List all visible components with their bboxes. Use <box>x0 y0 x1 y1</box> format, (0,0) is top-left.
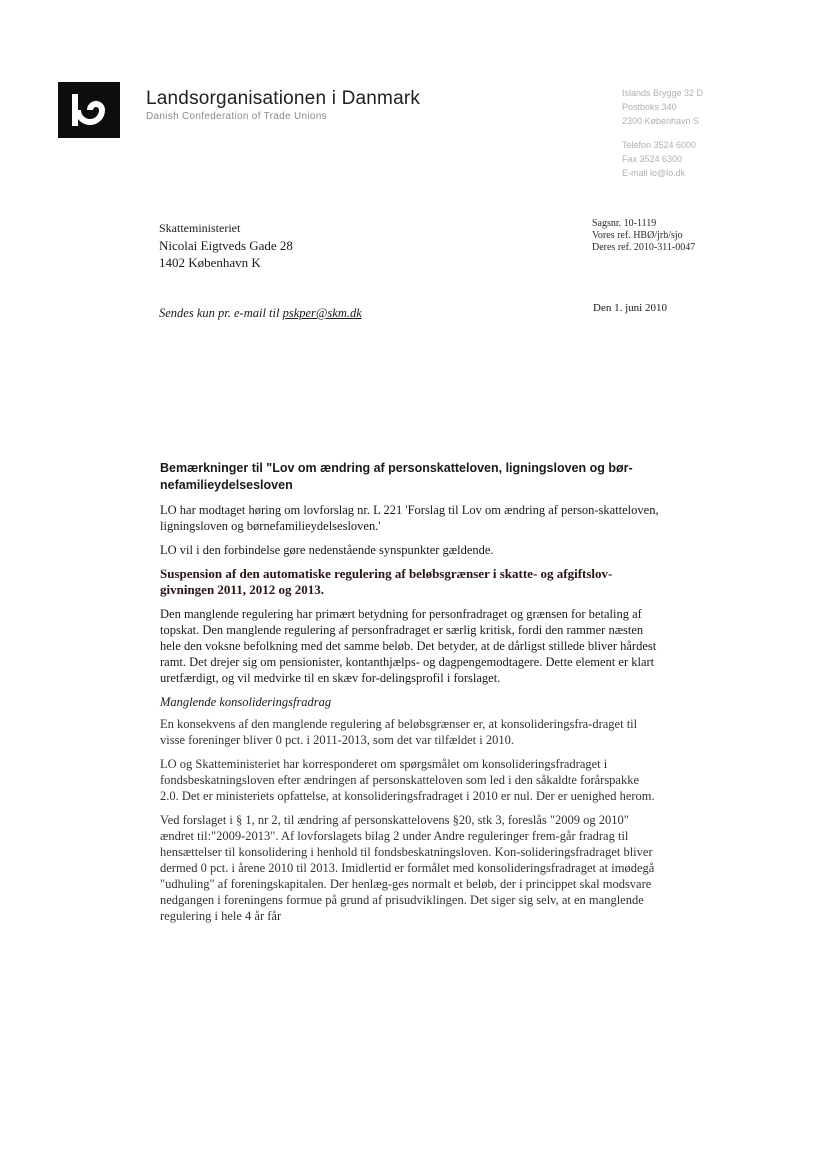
send-note-text: Sendes kun pr. e-mail til <box>159 306 283 320</box>
organization-name: Landsorganisationen i Danmark <box>146 88 421 109</box>
phone-line: Telefon 3524 6000 <box>622 140 697 150</box>
address-line: Postboks 340 <box>622 102 677 112</box>
paragraph: En konsekvens af den manglende regulering af beløbsgrænser er, at konsolideringsfra-draget til visse foreninger bliver 0 pct. i 2011-2013, som det var tilfældet i 2010. <box>160 717 638 747</box>
sub-section-title: Manglende konsolideringsfradrag <box>160 695 332 709</box>
paragraph: Den manglende regulering har primært betydning for personfradraget og grænsen for betaling af topskat. Den manglende regulering af personfradraget er særlig kritisk, fordi den rammer næsten hele den voksne befolkning med det samme beløb. Det betyder, at de dårligst stillede bliver hårdest ramt. Det drejer sig om pensionister, kontanthjælps- og dagpengemodtagere. Dette element er klart uretfærdigt, og vil medvirke til en skæv for-delingsprofil i forslaget. <box>160 607 657 685</box>
paragraph: Ved forslaget i § 1, nr 2, til ændring af personskattelovens §20, stk 3, foreslås "2009 og 2010" ændret til:"2009-2013". Af lovforslagets bilag 2 under Andre reguleringer frem-går fradrag til hensættelser til konsolidering i henhold til fondsbeskatningsloven. Kon-solideringsfradraget bliver dermed 0 pct. i årene 2010 til 2013. Imidlertid er formålet med konsolideringsfradraget at imødegå "udhuling" af foreningskapitalen. Der henlæg-ges normalt et beløb, der i princippet skal modsvare nedgangen i foreningens formue på grund af prisudviklingen. Det siger sig selv, at en manglende regulering i hele 4 år får <box>160 813 655 923</box>
recipient-line: Nicolai Eigtveds Gade 28 <box>159 238 293 253</box>
contact-block <box>622 86 772 180</box>
reference-block <box>592 218 695 254</box>
letter-date: Den 1. juni 2010 <box>593 302 667 314</box>
email-line: E-mail lo@lo.dk <box>622 168 686 178</box>
send-note <box>159 306 362 321</box>
lo-logo-icon <box>58 82 120 138</box>
section-title: Suspension af den automatiske regulering af beløbsgrænser i skatte- og afgiftslov-givningen 2011, 2012 og 2013. <box>160 566 613 597</box>
address-line: Islands Brygge 32 D <box>622 88 704 98</box>
your-reference: Deres ref. 2010-311-0047 <box>592 242 696 253</box>
letter-body <box>160 460 660 932</box>
recipient-line: Skatteministeriet <box>159 221 241 235</box>
paragraph: LO vil i den forbindelse gøre nedenstående synspunkter gældende. <box>160 543 494 557</box>
organization-subtitle: Danish Confederation of Trade Unions <box>146 111 327 122</box>
email-link[interactable]: pskper@skm.dk <box>282 306 362 320</box>
our-reference: Vores ref. HBØ/jrb/sjo <box>592 230 683 241</box>
recipient-address <box>159 220 293 271</box>
lo-logo <box>58 82 120 138</box>
address-line: 2300 København S <box>622 116 700 126</box>
fax-line: Fax 3524 6300 <box>622 154 683 164</box>
letter-heading: Bemærkninger til "Lov om ændring af personskatteloven, ligningsloven og bør-nefamilieydelsesloven <box>160 461 633 492</box>
paragraph: LO har modtaget høring om lovforslag nr. L 221 'Forslag til Lov om ændring af person-skatteloven, ligningsloven og børnefamilieydelsesloven.' <box>160 503 659 533</box>
paragraph: LO og Skatteministeriet har korresponderet om spørgsmålet om konsolideringsfradraget i fondsbeskatningsloven efter ændringen af personskatteloven som led i den såkaldte forårspakke 2.0. Det er ministeriets opfattelse, at konsolideringsfradraget i 2010 er nul. Der er uenighed herom. <box>160 757 655 803</box>
case-number: Sagsnr. 10-1119 <box>592 218 657 229</box>
recipient-line: 1402 København K <box>159 255 261 270</box>
